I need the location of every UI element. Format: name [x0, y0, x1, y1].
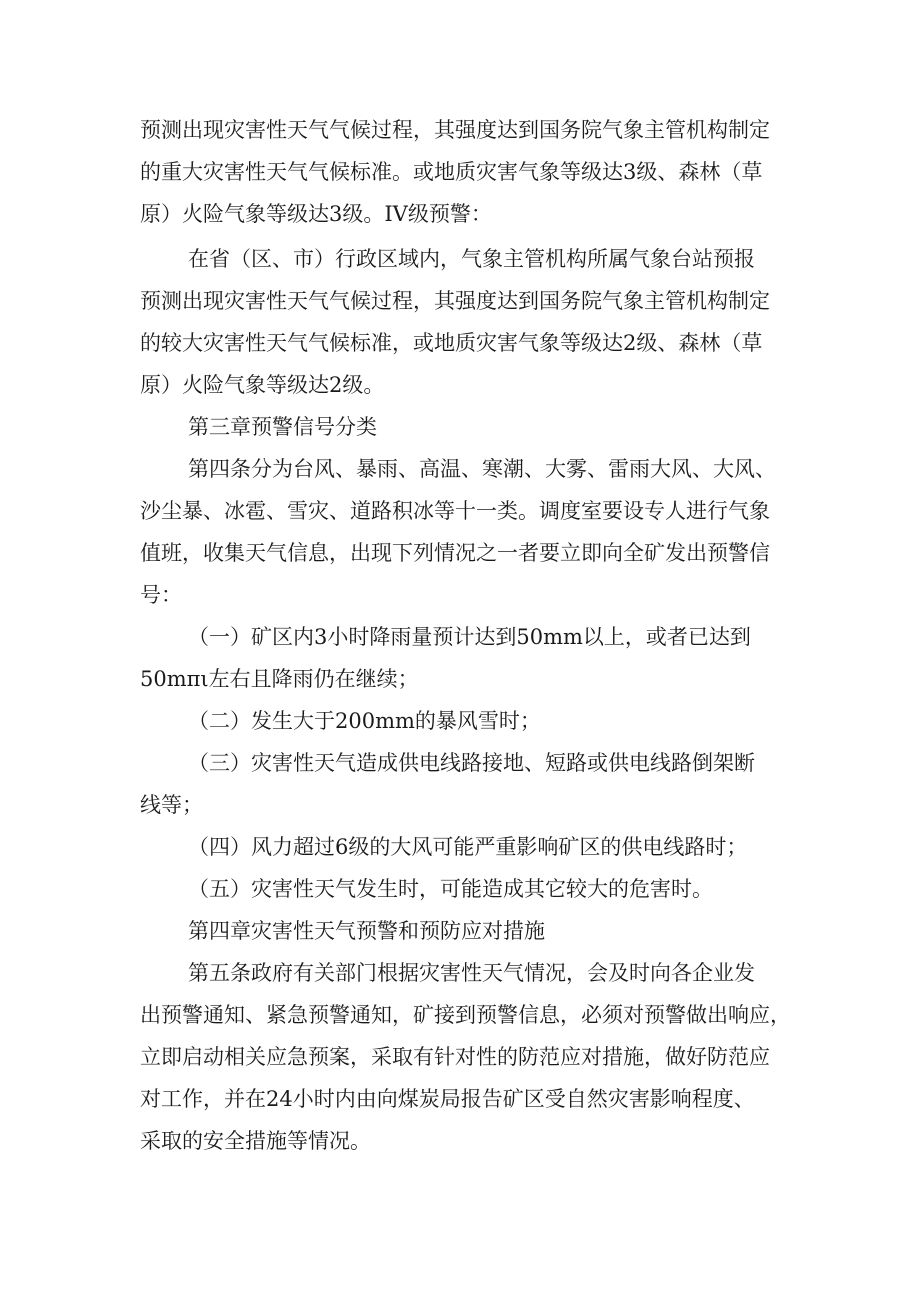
- text-line: 出预警通知、紧急预警通知，矿接到预警信息，必须对预警做出响应，: [140, 1003, 791, 1027]
- chapter-heading: 第四章灾害性天气预警和预防应对措施: [188, 919, 545, 943]
- text-line: 预测出现灾害性天气气候过程，其强度达到国务院气象主管机构制定: [140, 289, 770, 313]
- list-item: （四）风力超过6级的大风可能严重影响矿区的供电线路时；: [188, 835, 748, 859]
- text-line: 的重大灾害性天气气候标准。或地质灾害气象等级达3级、森林（草: [140, 160, 763, 184]
- list-item: （五）灾害性天气发生时，可能造成其它较大的危害时。: [188, 877, 713, 901]
- text-line: 号：: [140, 583, 182, 607]
- text-line: 采取的安全措施等情况。: [140, 1129, 371, 1153]
- text-line: 第五条政府有关部门根据灾害性天气情况，会及时向各企业发: [188, 961, 755, 985]
- text-line: 沙尘暴、冰雹、雪灾、道路积冰等十一类。调度室要设专人进行气象: [140, 499, 770, 523]
- text-line: 50mπι左右且降雨仍在继续；: [140, 667, 419, 691]
- text-line: 线等；: [140, 793, 203, 817]
- chapter-heading: 第三章预警信号分类: [188, 415, 377, 439]
- list-item: （三）灾害性天气造成供电线路接地、短路或供电线路倒架断: [188, 751, 755, 775]
- text-line: 值班，收集天气信息，出现下列情况之一者要立即向全矿发出预警信: [140, 541, 770, 565]
- text-line: 立即启动相关应急预案，采取有针对性的防范应对措施，做好防范应: [140, 1045, 770, 1069]
- list-item: （一）矿区内3小时降雨量预计达到50mm以上，或者已达到: [188, 625, 751, 649]
- text-line: 原）火险气象等级达2级。: [140, 373, 385, 397]
- text-line: 第四条分为台风、暴雨、高温、寒潮、大雾、雷雨大风、大风、: [188, 457, 776, 481]
- list-item: （二）发生大于200mm的暴风雪时；: [188, 709, 541, 733]
- text-line: 对工作，并在24小时内由向煤炭局报告矿区受自然灾害影响程度、: [140, 1087, 755, 1111]
- text-line: 在省（区、市）行政区域内，气象主管机构所属气象台站预报: [188, 247, 755, 271]
- text-line: 的较大灾害性天气气候标准，或地质灾害气象等级达2级、森林（草: [140, 331, 763, 355]
- text-line: 原）火险气象等级达3级。IV级预警：: [140, 202, 492, 226]
- text-line: 预测出现灾害性天气气候过程，其强度达到国务院气象主管机构制定: [140, 118, 770, 142]
